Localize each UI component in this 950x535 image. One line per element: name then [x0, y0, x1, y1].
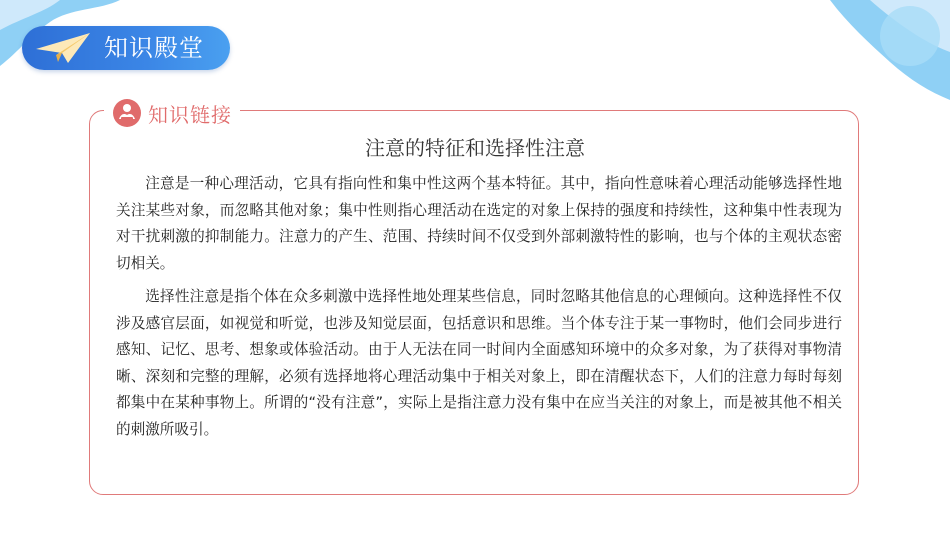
- content-title: 注意的特征和选择性注意: [365, 136, 585, 160]
- header-title: 知识殿堂: [104, 34, 204, 62]
- reading-person-icon: [112, 98, 142, 128]
- paragraph-selective-attention: 选择性注意是指个体在众多刺激中选择性地处理某些信息，同时忽略其他信息的心理倾向。这种选择性不仅涉及感官层面，如视觉和听觉，也涉及知觉层面，包括意识和思维。当个体专注于某一事物时，他们会同步进行感知、记忆、思考、想象或体验活动。由于人无法在同一时间内全面感知环境中的众多对象，为了获得对事物清晰、深刻和完整的理解，必须有选择地将心理活动集中于相关对象上，即在清醒状态下，人们的注意力每时每刻都集中在某种事物上。所谓的“没有注意”，实际上是指注意力没有集中在应当关注的对象上，而是被其他不相关的刺激所吸引。: [116, 288, 842, 438]
- section-label: [104, 96, 240, 130]
- header-title-banner: [22, 26, 230, 70]
- section-label-text: 知识链接: [148, 102, 232, 127]
- paper-plane-icon: [34, 31, 92, 65]
- paragraph-attention-features: 注意是一种心理活动，它具有指向性和集中性这两个基本特征。其中，指向性意味着心理活动能够选择性地关注某些对象，而忽略其他对象；集中性则指心理活动在选定的对象上保持的强度和持续性，这种集中性表现为对干扰刺激的抑制能力。注意力的产生、范围、持续时间不仅受到外部刺激特性的影响，也与个体的主观状态密切相关。: [116, 175, 842, 272]
- top-right-blue-wave-decoration: [790, 0, 950, 110]
